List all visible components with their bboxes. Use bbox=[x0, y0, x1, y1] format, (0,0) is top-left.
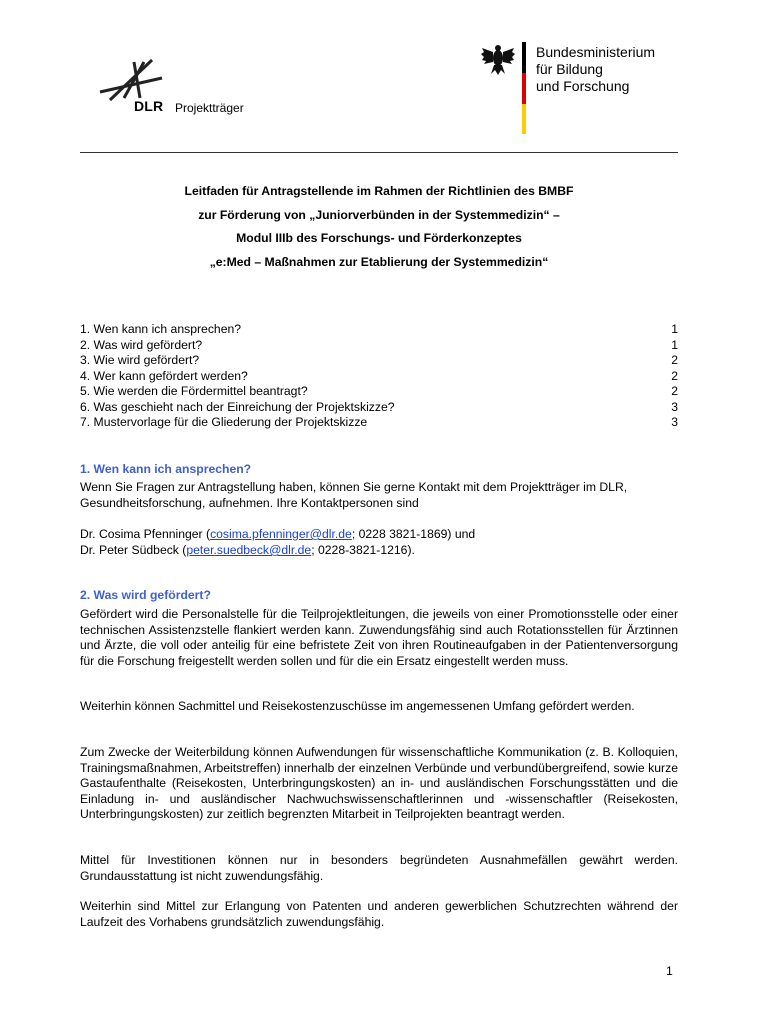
section-1-heading: 1. Wen kann ich ansprechen? bbox=[80, 462, 252, 476]
toc-item[interactable] bbox=[80, 338, 678, 353]
section-2-paragraph-3: Zum Zwecke der Weiterbildung können Aufwendungen für wissenschaftliche Kommunikation (z. B. Kolloquien, Trainingsmaßnahmen, Arbeitstreffen) innerhalb der einzelnen Verbünde und verbundübergreifend, sowie kurze Gastaufenthalte (Reisekosten, Unterbringungskosten) an in- und ausländischen Forschungsstätten und die Einladung in- und ausländischer Nachwuchswissenschaftlerinnen und -wissenschaftler (Reisekosten, Unterbringungskosten) zur zeitlich begrenzten Mitarbeit in Teilprojekten beantragt werden. bbox=[80, 745, 678, 821]
toc-item[interactable] bbox=[80, 384, 678, 399]
toc-item-page: 2 bbox=[671, 368, 678, 383]
contact-1-email-link[interactable]: cosima.pfenninger@dlr.de bbox=[210, 527, 352, 541]
toc-item-title: 6. Was geschieht nach der Einreichung der Projektskizze? bbox=[80, 399, 395, 414]
flag-stripes bbox=[522, 42, 526, 134]
toc-item[interactable] bbox=[80, 415, 678, 430]
toc-item-page: 3 bbox=[671, 415, 678, 429]
section-2-paragraph-5: Weiterhin sind Mittel zur Erlangung von Patenten und anderen gewerblichen Schutzrechten während der Laufzeit des Vorhabens grundsätzlich zuwendungsfähig. bbox=[80, 899, 678, 929]
header-divider bbox=[80, 152, 678, 153]
toc-item-page: 2 bbox=[671, 353, 678, 367]
federal-eagle-icon bbox=[480, 42, 516, 78]
toc-item-page: 1 bbox=[671, 337, 678, 352]
toc-item-title: 7. Mustervorlage für die Gliederung der Projektskizze bbox=[80, 415, 368, 429]
table-of-contents bbox=[80, 322, 678, 434]
toc-item-page: 3 bbox=[671, 399, 678, 414]
page-number: 1 bbox=[666, 964, 673, 978]
toc-item-title: 1. Wen kann ich ansprechen? bbox=[80, 322, 242, 336]
contact-1-phone: ; 0228 3821-1869) und bbox=[351, 527, 476, 541]
toc-item-title: 2. Was wird gefördert? bbox=[80, 337, 203, 352]
dlr-logo-text: DLR bbox=[134, 98, 164, 114]
bmbf-logo bbox=[480, 40, 680, 136]
section-2-paragraph-2: Weiterhin können Sachmittel und Reisekostenzuschüsse im angemessenen Umfang gefördert werden. bbox=[80, 699, 635, 713]
toc-item-page: 2 bbox=[671, 384, 678, 398]
bmbf-line-1: Bundesministerium bbox=[536, 44, 656, 60]
toc-item-title: 5. Wie werden die Fördermittel beantragt? bbox=[80, 384, 308, 398]
dlr-logo bbox=[96, 58, 266, 120]
contact-2-name: Dr. Peter Südbeck ( bbox=[80, 543, 187, 557]
dlr-logo-icon bbox=[96, 58, 166, 102]
contact-2-email-link[interactable]: peter.suedbeck@dlr.de bbox=[186, 543, 312, 557]
bmbf-line-3: und Forschung bbox=[536, 78, 630, 94]
title-line-4: „e:Med – Maßnahmen zur Etablierung der Systemmedizin“ bbox=[209, 255, 549, 269]
toc-item[interactable] bbox=[80, 369, 678, 384]
title-line-1: Leitfaden für Antragstellende im Rahmen der Richtlinien des BMBF bbox=[184, 184, 574, 198]
bmbf-line-2: für Bildung bbox=[536, 61, 603, 77]
contact-2 bbox=[80, 543, 678, 559]
title-line-2: zur Förderung von „Juniorverbünden in der Systemmedizin“ – bbox=[198, 208, 560, 222]
section-2-paragraph-4: Mittel für Investitionen können nur in besonders begründeten Ausnahmefällen gewährt werden. Grundausstattung ist nicht zuwendungsfähig. bbox=[80, 853, 678, 883]
title-line-3: Modul IIIb des Forschungs- und Förderkonzeptes bbox=[236, 231, 522, 245]
toc-item-title: 3. Wie wird gefördert? bbox=[80, 353, 200, 367]
contact-1 bbox=[80, 527, 678, 543]
toc-item-title: 4. Wer kann gefördert werden? bbox=[80, 368, 248, 383]
dlr-logo-subtitle: Projektträger bbox=[175, 101, 244, 115]
toc-item-page: 1 bbox=[671, 322, 678, 336]
toc-item[interactable] bbox=[80, 353, 678, 368]
bmbf-name bbox=[536, 44, 655, 95]
contact-1-name: Dr. Cosima Pfenninger ( bbox=[80, 527, 211, 541]
toc-item[interactable] bbox=[80, 400, 678, 415]
toc-item[interactable] bbox=[80, 322, 678, 337]
section-1-intro: Wenn Sie Fragen zur Antragstellung haben, können Sie gerne Kontakt mit dem Projektträger im DLR, Gesundheitsforschung, aufnehmen. Ihre Kontaktpersonen sind bbox=[80, 480, 628, 510]
section-2-paragraph-1: Gefördert wird die Personalstelle für die Teilprojektleitungen, die jeweils von einer Promotionsstelle oder einer technischen Assistenzstelle flankiert werden kann. Zuwendungsfähig sind auch Rotationsstellen für Ärztinnen und Ärzte, die voll oder anteilig für eine befristete Zeit von ihren Routineaufgaben in der Patientenversorgung für die Forschung freigestellt werden sollen und für die ein Ersatz eingestellt werden muss. bbox=[80, 607, 678, 668]
contact-2-phone: ; 0228-3821-1216). bbox=[311, 543, 415, 557]
section-2-heading: 2. Was wird gefördert? bbox=[80, 588, 211, 602]
